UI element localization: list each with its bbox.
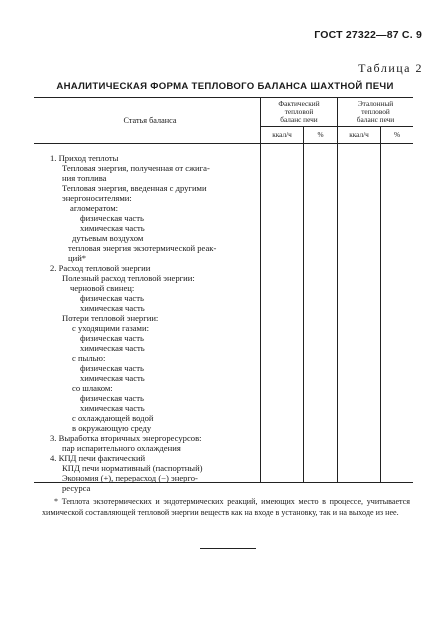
reference-header-line-3: баланс печи xyxy=(356,115,395,124)
balance-row: с уходящими газами: xyxy=(72,323,149,333)
col-divider-groups xyxy=(337,97,338,482)
balance-row: химическая часть xyxy=(80,303,145,313)
table-number: Таблица 2 xyxy=(358,61,423,75)
actual-unit-pct: % xyxy=(317,130,324,139)
balance-row: физическая часть xyxy=(80,393,144,403)
balance-row: со шлаком: xyxy=(72,383,113,393)
actual-unit-kcal: ккал/ч xyxy=(272,130,292,139)
balance-row: химическая часть xyxy=(80,403,145,413)
footnote: * Теплота экзотермических и эндотермических реакций, имеющих место в процессе, учитывается химической составляющей тепловой энергии веществ как на входе в установку, так и на выходе из нее. xyxy=(42,497,410,517)
balance-row: с пылью: xyxy=(72,353,106,363)
balance-row: энергоносителями: xyxy=(62,193,132,203)
balance-row: 3. Выработка вторичных энергоресурсов: xyxy=(50,433,202,443)
balance-row: химическая часть xyxy=(80,343,145,353)
balance-row: физическая часть xyxy=(80,213,144,223)
actual-header-line-1: Фактический xyxy=(278,99,320,108)
balance-row: дутьевым воздухом xyxy=(72,233,144,243)
reference-unit-kcal: ккал/ч xyxy=(349,130,369,139)
balance-row: Тепловая энергия, полученная от сжига- xyxy=(62,163,210,173)
balance-row: Экономия (+), перерасход (−) энерго- xyxy=(62,473,198,483)
balance-row: ния топлива xyxy=(62,173,107,183)
reference-header-line-1: Эталонный xyxy=(357,99,394,108)
actual-header-line-3: баланс печи xyxy=(280,115,318,124)
balance-row: КПД печи нормативный (паспортный) xyxy=(62,463,203,473)
balance-row: в окружающую среду xyxy=(72,423,152,433)
balance-row: 1. Приход теплоты xyxy=(50,153,119,163)
balance-row: физическая часть xyxy=(80,293,144,303)
table-top-rule xyxy=(34,97,413,98)
actual-balance-header xyxy=(261,100,337,124)
balance-row: физическая часть xyxy=(80,363,144,373)
reference-balance-header xyxy=(338,100,413,124)
col-divider-ref-pct xyxy=(380,126,381,482)
item-column-header: Статья баланса xyxy=(123,116,177,125)
header-bottom-rule xyxy=(34,143,413,144)
reference-unit-pct: % xyxy=(393,130,401,139)
balance-row: 2. Расход тепловой энергии xyxy=(50,263,151,273)
balance-row: с охлаждающей водой xyxy=(72,413,154,423)
table-title: АНАЛИТИЧЕСКАЯ ФОРМА ТЕПЛОВОГО БАЛАНСА ШАХТНОЙ ПЕЧИ xyxy=(56,81,394,92)
balance-row: пар испарительного охлаждения xyxy=(62,443,181,453)
balance-row: химическая часть xyxy=(80,373,145,383)
balance-row: тепловая энергия экзотермической реак- xyxy=(68,243,217,253)
standard-header: ГОСТ 27322—87 С. 9 xyxy=(314,29,422,41)
balance-row: агломератом: xyxy=(70,203,119,213)
balance-row: черновой свинец: xyxy=(70,283,135,293)
actual-header-line-2: тепловой xyxy=(284,107,314,116)
balance-row: ресурса xyxy=(62,483,91,493)
balance-row: химическая часть xyxy=(80,223,145,233)
balance-row: физическая часть xyxy=(80,333,144,343)
end-rule xyxy=(200,548,256,549)
col-divider-actual-pct xyxy=(303,126,304,482)
reference-header-line-2: тепловой xyxy=(361,107,390,116)
balance-row: Полезный расход тепловой энергии: xyxy=(62,273,195,283)
balance-row: Потери тепловой энергии: xyxy=(62,313,159,323)
balance-row: 4. КПД печи фактический xyxy=(50,453,146,463)
balance-row: Тепловая энергия, введенная с другими xyxy=(62,183,207,193)
col-divider-item xyxy=(260,97,261,482)
balance-row: ций* xyxy=(68,253,87,263)
